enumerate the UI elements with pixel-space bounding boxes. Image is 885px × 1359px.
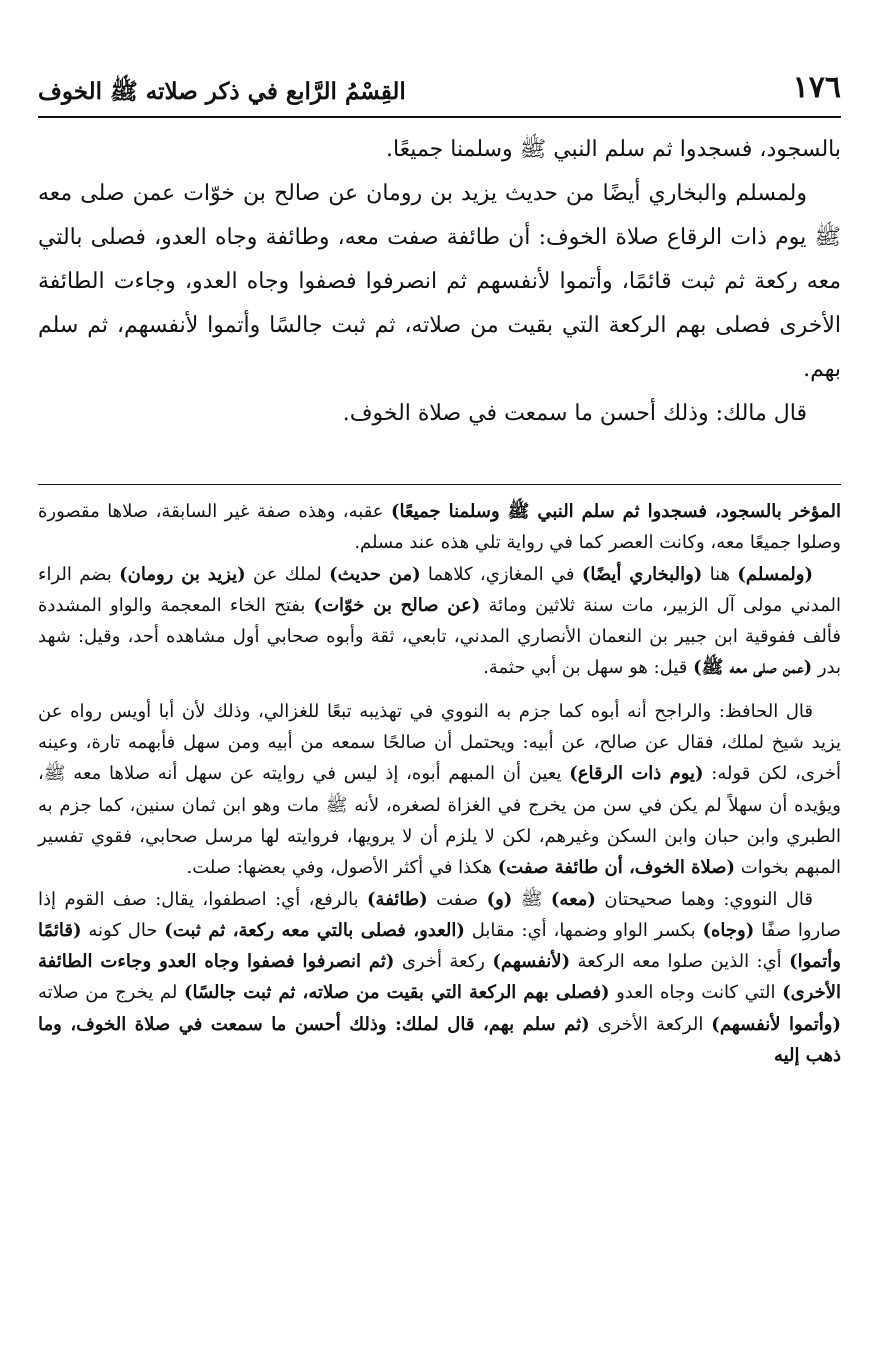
commentary-text: قيل: هو سهل بن أبي حثمة. [483, 657, 694, 679]
page-header [38, 55, 841, 111]
commentary-paragraph [38, 696, 841, 884]
commentary-text: هكذا في أكثر الأصول، وفي بعضها: صلت. [186, 857, 498, 879]
commentary-text: صفت [427, 888, 487, 910]
bold-quote: (عن صالح بن خوّات) [313, 594, 481, 616]
bold-quote: (والبخاري أيضًا) [581, 563, 703, 585]
commentary-text: قال الحافظ: والراجح أنه أبوه كما جزم به النووي في تهذيبه تبعًا للغزالي، وذلك لأن أبا أويس رواه عن يزيد شيخ لملك، فقال عن صالح، عن أبيه: ويحتمل أن صالحًا سمعه من أبيه ومن سهل فأبهمه تارة، وعينه أخرى، لكن قوله: [38, 700, 841, 785]
bold-quote: (العدو، فصلى بالتي معه ركعة، ثم ثبت) [164, 919, 465, 941]
commentary-text: التي كانت وجاه العدو [609, 982, 783, 1004]
bold-quote: (لأنفسهم) [492, 951, 571, 973]
commentary-text: هنا [702, 563, 738, 585]
bold-quote: (وجاه) [702, 919, 755, 941]
running-title: القِسْمُ الرَّابع في ذكر صلاته ﷺ الخوف [38, 78, 406, 105]
commentary-text: بكسر الواو وضمها، أي: مقابل [464, 919, 703, 941]
commentary-text: أي: الذين صلوا معه الركعة [570, 951, 790, 973]
bold-quote: (يوم ذات الرقاع) [569, 763, 704, 785]
commentary-text: في المغازي، كلاهما [420, 563, 582, 585]
commentary-paragraph [38, 559, 841, 684]
bold-quote: (و) [486, 888, 513, 910]
commentary-text: لم يخرج من صلاته [38, 982, 184, 1004]
bold-quote: (ولمسلم) [737, 563, 813, 585]
commentary-text: بفتح الخاء المعجمة والواو المشددة فألف ففوقية ابن جبير بن النعمان الأنصاري المدني، تابعي، ثقة وأبوه صحابي أول مشاهده أحد، وقيل: شهد بدر [38, 594, 841, 679]
bold-quote: (من حديث) [329, 563, 421, 585]
bold-quote: (طائفة) [367, 888, 428, 910]
main-text [38, 128, 841, 436]
commentary-text: ﷺ [512, 888, 551, 910]
commentary-paragraph [38, 496, 841, 559]
bold-quote: (وأتموا لأنفسهم) [711, 1013, 841, 1035]
commentary-text: بضم الراء المدني مولى آل الزبير، مات سنة ثلاثين ومائة [38, 563, 842, 616]
bold-quote: (معه) [550, 888, 596, 910]
commentary-text: قال النووي: وهما صحيحتان [595, 888, 814, 910]
commentary-text: حال كونه [81, 919, 165, 941]
bold-quote: (ثم انصرفوا فصفوا وجاه العدو وجاءت الطائفة الأخرى) [38, 951, 841, 1004]
header-rule [38, 116, 841, 118]
commentary-text: يعين أن المبهم أبوه، إذ ليس في روايته عن سهل أنه صلاها معه ﷺ، ويؤيده أن سهلاً لم يكن في سن من يخرج في الغزاة لصغره، لأنه ﷺ مات وهو ابن ثمان سنين، كما جزم به الطبري وابن حبان وابن السكن وغيرهم، لكن لا يلزم أن لا يرويها، فروايته لها مرسل صحابي، فقوي تفسير المبهم بخوات [38, 763, 841, 879]
bold-quote: (يزيد بن رومان) [119, 563, 246, 585]
commentary-text: ركعة أخرى [394, 951, 493, 973]
bold-quote: المؤخر بالسجود، فسجدوا ثم سلم النبي ﷺ وسلمنا جميعًا) [390, 501, 841, 522]
bold-quote: (قائمًا وأتموا) [38, 919, 841, 973]
commentary-paragraph [38, 884, 841, 1072]
commentary-text: الركعة الأخرى [589, 1013, 712, 1035]
main-paragraph: قال مالك: وذلك أحسن ما سمعت في صلاة الخوف. [342, 401, 807, 426]
bold-quote: (فصلى بهم الركعة التي بقيت من صلاته، ثم ثبت جالسًا) [183, 982, 610, 1004]
page-number: ١٧٦ [792, 70, 841, 105]
bold-quote: (صلاة الخوف، أن طائفة صفت) [497, 857, 736, 879]
commentary-separator [38, 484, 841, 485]
commentary-text: عقبه، وهذه صفة غير السابقة، صلاها مقصورة وصلوا جميعًا معه، وكانت العصر كما في رواية تلي هذه عند مسلم. [38, 501, 841, 554]
main-paragraph: ولمسلم والبخاري أيضًا من حديث يزيد بن رومان عن صالح بن خوّات عمن صلى معه ﷺ يوم ذات الرقاع صلاة الخوف: أن طائفة صفت معه، وطائفة وجاه العدو، فصلى بالتي معه ركعة ثم ثبت قائمًا، وأتموا لأنفسهم ثم انصرفوا فصفوا وجاه العدو، وجاءت الطائفة الأخرى فصلى بهم الركعة التي بقيت من صلاته، ثم ثبت جالسًا وأتموا لأنفسهم، ثم سلم بهم. [38, 181, 841, 382]
commentary-text: بالرفع، أي: اصطفوا، يقال: صف القوم إذا صاروا صفًا [38, 888, 841, 941]
bold-quote: (عمن صلى معه ﷺ) [693, 657, 813, 679]
bold-quote: (ثم سلم بهم، قال لملك: وذلك أحسن ما سمعت في صلاة الخوف، وما ذهب إليه [38, 1013, 841, 1067]
main-paragraph: بالسجود، فسجدوا ثم سلم النبي ﷺ وسلمنا جميعًا. [386, 137, 841, 162]
commentary-text: لملك عن [245, 563, 330, 585]
commentary [38, 496, 841, 1071]
